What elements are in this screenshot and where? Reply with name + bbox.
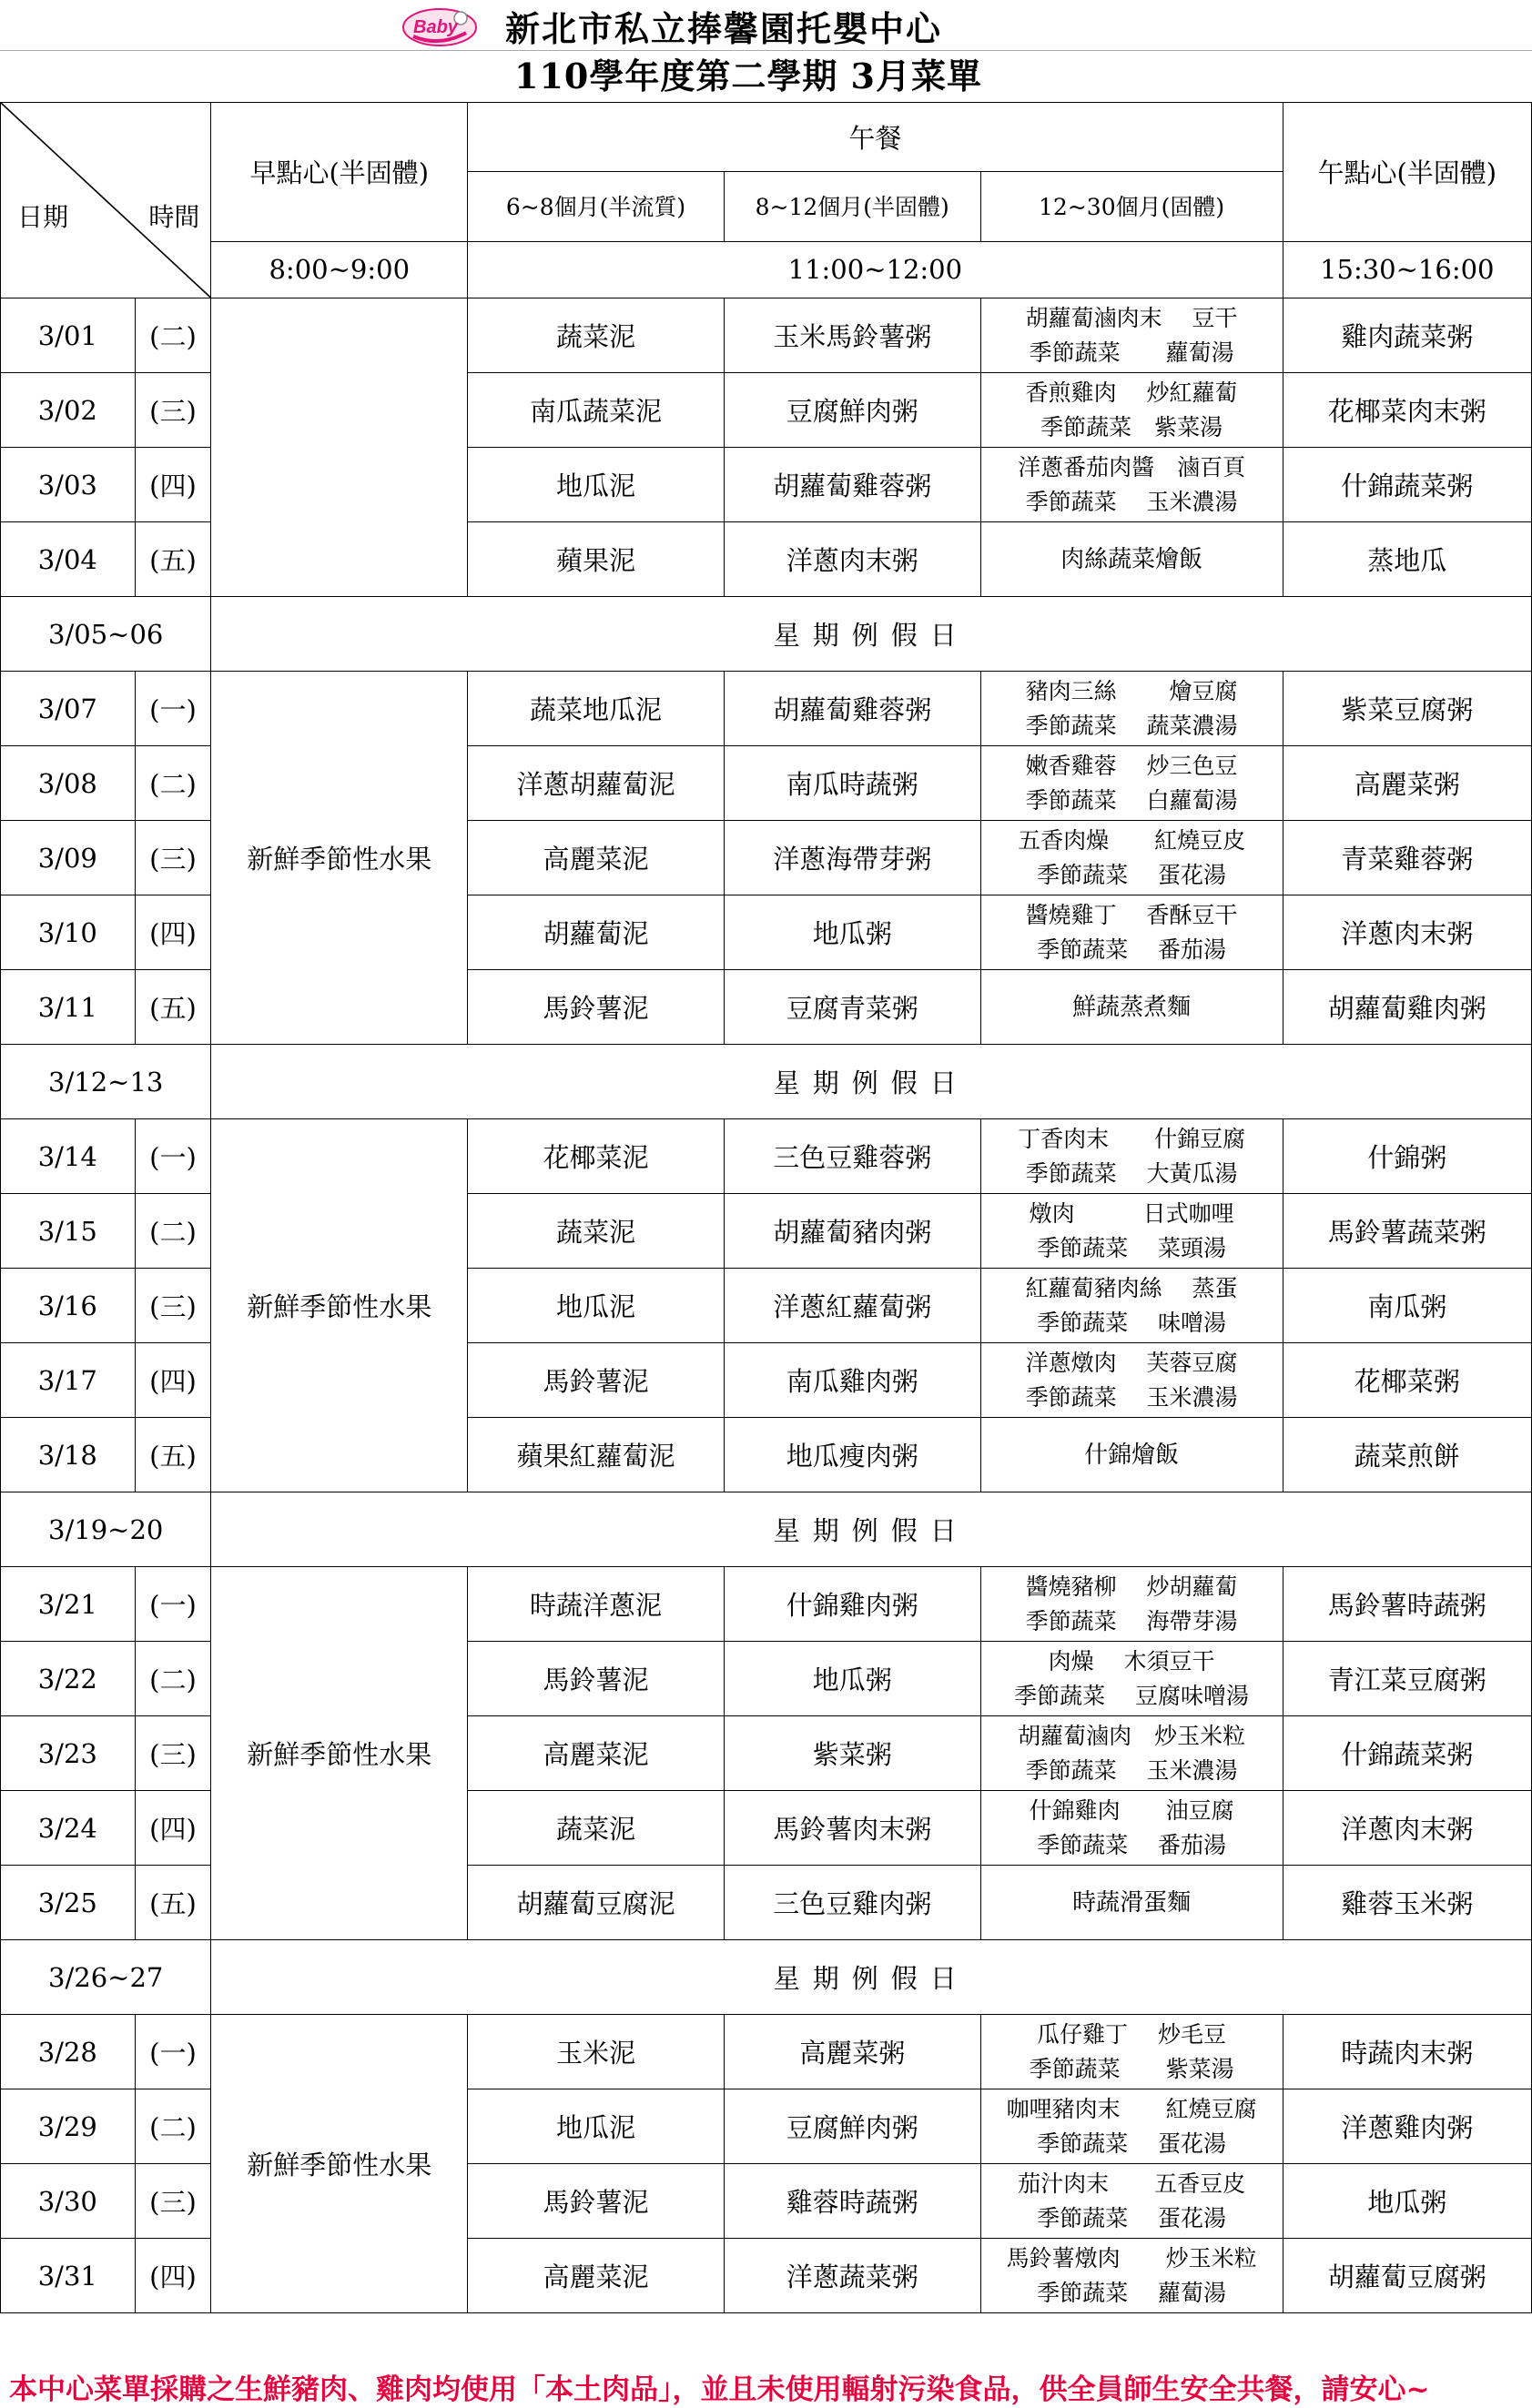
- lunch-6-8-cell: 馬鈴薯泥: [468, 970, 725, 1045]
- lunch-12-30-side: 季節蔬菜 蔬菜濃湯: [1025, 712, 1238, 739]
- date-cell: 3/25: [1, 1866, 136, 1940]
- breakfast-cell: 新鮮季節性水果: [211, 2015, 468, 2313]
- date-cell: 3/18: [1, 1418, 136, 1492]
- page-header: [0, 0, 1532, 100]
- holiday-label: 星期例假日: [211, 597, 1532, 672]
- lunch-12-30-main: 胡蘿蔔滷肉 炒玉米粒: [1018, 1722, 1246, 1749]
- date-cell: 3/01: [1, 298, 136, 373]
- lunch-8-12-cell: 洋蔥海帶芽粥: [724, 821, 980, 895]
- weekday-cell: (三): [135, 821, 211, 895]
- date-cell: 3/17: [1, 1343, 136, 1418]
- lunch-12-30-cell: [980, 970, 1283, 1045]
- lunch-6-8-cell: 地瓜泥: [468, 2089, 725, 2164]
- lunch-8-12-cell: 雞蓉時蔬粥: [724, 2164, 980, 2239]
- holiday-date: 3/12~13: [1, 1045, 211, 1119]
- weekday-cell: (一): [135, 1567, 211, 1642]
- lunch-12-30-side: 季節蔬菜 白蘿蔔湯: [1025, 786, 1238, 814]
- snack-cell: 什錦粥: [1283, 1119, 1531, 1194]
- breakfast-header: 早點心(半固體): [211, 103, 468, 242]
- lunch-12-30-side: 季節蔬菜 豆腐味噌湯: [1014, 1682, 1250, 1709]
- date-cell: 3/30: [1, 2164, 136, 2239]
- snack-cell: 青江菜豆腐粥: [1283, 1642, 1531, 1716]
- weekday-cell: (三): [135, 373, 211, 448]
- lunch-6-8-cell: 高麗菜泥: [468, 2239, 725, 2313]
- date-cell: 3/10: [1, 895, 136, 970]
- lunch-12-30-main: 胡蘿蔔滷肉末 豆干: [1025, 304, 1238, 331]
- weekday-cell: (四): [135, 2239, 211, 2313]
- lunch-8-12-cell: 胡蘿蔔豬肉粥: [724, 1194, 980, 1269]
- snack-cell: 高麗菜粥: [1283, 746, 1531, 821]
- breakfast-cell: 新鮮季節性水果: [211, 672, 468, 1045]
- table-row: [1, 2015, 1532, 2089]
- date-cell: 3/08: [1, 746, 136, 821]
- lunch-8-12-cell: 豆腐青菜粥: [724, 970, 980, 1045]
- lunch-12-30-main: 豬肉三絲 燴豆腐: [1025, 677, 1238, 704]
- svg-text:Baby: Baby: [413, 17, 458, 37]
- lunch-6-8-cell: 地瓜泥: [468, 1269, 725, 1343]
- snack-cell: 地瓜粥: [1283, 2164, 1531, 2239]
- snack-cell: 馬鈴薯時蔬粥: [1283, 1567, 1531, 1642]
- lunch-12-30-main: 醬燒豬柳 炒胡蘿蔔: [1025, 1573, 1238, 1600]
- lunch-12-30-side: 季節蔬菜 蘿蔔湯: [1037, 2279, 1227, 2306]
- snack-cell: 馬鈴薯蔬菜粥: [1283, 1194, 1531, 1269]
- lunch-12-30-side: 季節蔬菜 紫菜湯: [1040, 413, 1223, 440]
- lunch-12-30-main: 瓜仔雞丁 炒毛豆: [1037, 2020, 1227, 2048]
- lunch-6-8-cell: 花椰菜泥: [468, 1119, 725, 1194]
- weekday-cell: (五): [135, 970, 211, 1045]
- lunch-8-12-cell: 豆腐鮮肉粥: [724, 2089, 980, 2164]
- lunch-6-8-cell: 蔬菜泥: [468, 1194, 725, 1269]
- lunch-12-30-side: 季節蔬菜 蛋花湯: [1037, 2130, 1227, 2157]
- weekday-cell: (四): [135, 1343, 211, 1418]
- snack-cell: 青菜雞蓉粥: [1283, 821, 1531, 895]
- lunch-12-30-main: 嫩香雞蓉 炒三色豆: [1025, 752, 1238, 779]
- lunch-8-12-cell: 南瓜雞肉粥: [724, 1343, 980, 1418]
- footnote: 本中心菜單採購之生鮮豬肉、雞肉均使用「本土肉品」，並且未使用輻射污染食品，供全員師生安全共餐，請安心~: [9, 2373, 1430, 2406]
- lunch-12-30-cell: [980, 1642, 1283, 1716]
- lunch-12-30-main: 肉絲蔬菜燴飯: [1060, 545, 1203, 573]
- lunch-12-30-cell: [980, 1269, 1283, 1343]
- lunch-12-30-main: 時蔬滑蛋麵: [1072, 1888, 1192, 1917]
- snack-cell: 什錦蔬菜粥: [1283, 1716, 1531, 1791]
- lunch-6-8-cell: 南瓜蔬菜泥: [468, 373, 725, 448]
- page-title: 新北市私立捧馨園托嬰中心: [505, 8, 943, 49]
- lunch-6-8-cell: 玉米泥: [468, 2015, 725, 2089]
- lunch-8-12-header: 8~12個月(半固體): [724, 172, 980, 241]
- snack-cell: 南瓜粥: [1283, 1269, 1531, 1343]
- date-cell: 3/14: [1, 1119, 136, 1194]
- date-time-header: [1, 103, 211, 298]
- holiday-label: 星期例假日: [211, 1045, 1532, 1119]
- lunch-8-12-cell: 地瓜瘦肉粥: [724, 1418, 980, 1492]
- weekday-cell: (四): [135, 895, 211, 970]
- lunch-12-30-cell: [980, 2164, 1283, 2239]
- lunch-6-8-cell: 蘋果紅蘿蔔泥: [468, 1418, 725, 1492]
- snack-cell: 洋蔥肉末粥: [1283, 1791, 1531, 1866]
- lunch-8-12-cell: 胡蘿蔔雞蓉粥: [724, 672, 980, 746]
- lunch-8-12-cell: 什錦雞肉粥: [724, 1567, 980, 1642]
- lunch-6-8-cell: 蔬菜泥: [468, 1791, 725, 1866]
- weekday-cell: (四): [135, 1791, 211, 1866]
- lunch-8-12-cell: 胡蘿蔔雞蓉粥: [724, 448, 980, 522]
- lunch-6-8-cell: 洋蔥胡蘿蔔泥: [468, 746, 725, 821]
- lunch-12-30-side: 季節蔬菜 玉米濃湯: [1025, 488, 1238, 515]
- weekday-cell: (二): [135, 1194, 211, 1269]
- page-subtitle: 110學年度第二學期 3月菜單: [514, 56, 982, 96]
- date-header-label: 日期: [17, 202, 69, 232]
- lunch-8-12-cell: 洋蔥肉末粥: [724, 522, 980, 597]
- snack-time: 15:30~16:00: [1283, 241, 1531, 298]
- lunch-12-30-cell: [980, 2015, 1283, 2089]
- lunch-8-12-cell: 玉米馬鈴薯粥: [724, 298, 980, 373]
- snack-cell: 紫菜豆腐粥: [1283, 672, 1531, 746]
- holiday-date: 3/19~20: [1, 1492, 211, 1567]
- lunch-12-30-cell: [980, 1567, 1283, 1642]
- lunch-12-30-cell: [980, 373, 1283, 448]
- lunch-6-8-cell: 高麗菜泥: [468, 821, 725, 895]
- lunch-6-8-cell: 蔬菜泥: [468, 298, 725, 373]
- breakfast-cell: 新鮮季節性水果: [211, 1567, 468, 1940]
- time-header-label: 時間: [148, 202, 200, 232]
- snack-cell: 花椰菜粥: [1283, 1343, 1531, 1418]
- lunch-12-30-cell: [980, 448, 1283, 522]
- lunch-12-30-main: 燉肉 日式咖哩: [1029, 1199, 1234, 1227]
- date-cell: 3/16: [1, 1269, 136, 1343]
- lunch-6-8-cell: 馬鈴薯泥: [468, 1642, 725, 1716]
- lunch-12-30-cell: [980, 1791, 1283, 1866]
- lunch-12-30-main: 咖哩豬肉末 紅燒豆腐: [1006, 2095, 1257, 2122]
- lunch-12-30-cell: [980, 672, 1283, 746]
- lunch-12-30-main: 五香肉燥 紅燒豆皮: [1018, 826, 1246, 854]
- lunch-12-30-cell: [980, 2089, 1283, 2164]
- snack-cell: 蔬菜煎餅: [1283, 1418, 1531, 1492]
- date-cell: 3/04: [1, 522, 136, 597]
- lunch-12-30-side: 季節蔬菜 蘿蔔湯: [1029, 339, 1234, 366]
- table-row: [1, 672, 1532, 746]
- holiday-row: [1, 1045, 1532, 1119]
- weekday-cell: (五): [135, 1866, 211, 1940]
- lunch-12-30-main: 洋蔥番茄肉醬 滷百頁: [1018, 453, 1246, 481]
- lunch-12-30-cell: [980, 821, 1283, 895]
- snack-cell: 什錦蔬菜粥: [1283, 448, 1531, 522]
- baby-logo: [401, 5, 479, 49]
- lunch-12-30-cell: [980, 1119, 1283, 1194]
- lunch-6-8-cell: 蘋果泥: [468, 522, 725, 597]
- lunch-12-30-side: 季節蔬菜 番茄湯: [1037, 936, 1227, 963]
- weekday-cell: (二): [135, 1642, 211, 1716]
- menu-table: [0, 102, 1532, 2313]
- date-cell: 3/29: [1, 2089, 136, 2164]
- lunch-12-30-main: 醬燒雞丁 香酥豆干: [1025, 901, 1238, 928]
- table-row: [1, 1567, 1532, 1642]
- holiday-label: 星期例假日: [211, 1940, 1532, 2015]
- snack-cell: 洋蔥肉末粥: [1283, 895, 1531, 970]
- date-cell: 3/28: [1, 2015, 136, 2089]
- snack-cell: 時蔬肉末粥: [1283, 2015, 1531, 2089]
- lunch-12-30-main: 洋蔥燉肉 芙蓉豆腐: [1025, 1349, 1238, 1376]
- lunch-6-8-cell: 胡蘿蔔泥: [468, 895, 725, 970]
- lunch-6-8-cell: 高麗菜泥: [468, 1716, 725, 1791]
- holiday-row: [1, 597, 1532, 672]
- lunch-12-30-cell: [980, 522, 1283, 597]
- lunch-12-30-cell: [980, 1343, 1283, 1418]
- holiday-row: [1, 1940, 1532, 2015]
- date-cell: 3/03: [1, 448, 136, 522]
- lunch-12-30-main: 丁香肉末 什錦豆腐: [1018, 1125, 1246, 1152]
- lunch-header: 午餐: [468, 103, 1283, 172]
- lunch-8-12-cell: 洋蔥紅蘿蔔粥: [724, 1269, 980, 1343]
- date-cell: 3/11: [1, 970, 136, 1045]
- lunch-12-30-header: 12~30個月(固體): [980, 172, 1283, 241]
- lunch-6-8-cell: 地瓜泥: [468, 448, 725, 522]
- weekday-cell: (三): [135, 2164, 211, 2239]
- lunch-8-12-cell: 地瓜粥: [724, 1642, 980, 1716]
- lunch-12-30-main: 馬鈴薯燉肉 炒玉米粒: [1006, 2244, 1257, 2271]
- weekday-cell: (五): [135, 1418, 211, 1492]
- lunch-8-12-cell: 紫菜粥: [724, 1716, 980, 1791]
- snack-cell: 雞肉蔬菜粥: [1283, 298, 1531, 373]
- lunch-8-12-cell: 南瓜時蔬粥: [724, 746, 980, 821]
- date-cell: 3/23: [1, 1716, 136, 1791]
- lunch-12-30-side: 季節蔬菜 菜頭湯: [1037, 1234, 1227, 1261]
- lunch-6-8-cell: 馬鈴薯泥: [468, 1343, 725, 1418]
- date-cell: 3/31: [1, 2239, 136, 2313]
- table-row: [1, 298, 1532, 373]
- lunch-12-30-main: 什錦燴飯: [1084, 1441, 1180, 1469]
- header-divider: [0, 50, 1532, 51]
- lunch-8-12-cell: 洋蔥蔬菜粥: [724, 2239, 980, 2313]
- lunch-12-30-cell: [980, 298, 1283, 373]
- lunch-12-30-side: 季節蔬菜 玉米濃湯: [1025, 1756, 1238, 1784]
- lunch-12-30-cell: [980, 746, 1283, 821]
- breakfast-cell: 新鮮季節性水果: [211, 1119, 468, 1492]
- weekday-cell: (一): [135, 2015, 211, 2089]
- date-cell: 3/09: [1, 821, 136, 895]
- snack-cell: 胡蘿蔔豆腐粥: [1283, 2239, 1531, 2313]
- lunch-time: 11:00~12:00: [468, 241, 1283, 298]
- lunch-12-30-cell: [980, 1716, 1283, 1791]
- snack-cell: 胡蘿蔔雞肉粥: [1283, 970, 1531, 1045]
- snack-cell: 雞蓉玉米粥: [1283, 1866, 1531, 1940]
- lunch-12-30-cell: [980, 1866, 1283, 1940]
- snack-cell: 洋蔥雞肉粥: [1283, 2089, 1531, 2164]
- weekday-cell: (三): [135, 1716, 211, 1791]
- holiday-label: 星期例假日: [211, 1492, 1532, 1567]
- lunch-12-30-main: 鮮蔬蒸煮麵: [1072, 993, 1192, 1021]
- weekday-cell: (二): [135, 2089, 211, 2164]
- weekday-cell: (一): [135, 672, 211, 746]
- holiday-date: 3/05~06: [1, 597, 211, 672]
- snack-header: 午點心(半固體): [1283, 103, 1531, 242]
- snack-cell: 花椰菜肉末粥: [1283, 373, 1531, 448]
- date-cell: 3/22: [1, 1642, 136, 1716]
- lunch-6-8-cell: 時蔬洋蔥泥: [468, 1567, 725, 1642]
- breakfast-time: 8:00~9:00: [211, 241, 468, 298]
- date-cell: 3/02: [1, 373, 136, 448]
- lunch-12-30-side: 季節蔬菜 紫菜湯: [1029, 2055, 1234, 2082]
- lunch-12-30-main: 紅蘿蔔豬肉絲 蒸蛋: [1025, 1274, 1238, 1301]
- weekday-cell: (二): [135, 746, 211, 821]
- date-cell: 3/15: [1, 1194, 136, 1269]
- date-cell: 3/24: [1, 1791, 136, 1866]
- lunch-12-30-side: 季節蔬菜 海帶芽湯: [1025, 1607, 1238, 1634]
- lunch-12-30-main: 香煎雞肉 炒紅蘿蔔: [1025, 379, 1238, 406]
- lunch-8-12-cell: 三色豆雞肉粥: [724, 1866, 980, 1940]
- holiday-date: 3/26~27: [1, 1940, 211, 2015]
- lunch-6-8-cell: 蔬菜地瓜泥: [468, 672, 725, 746]
- date-cell: 3/21: [1, 1567, 136, 1642]
- lunch-8-12-cell: 地瓜粥: [724, 895, 980, 970]
- lunch-12-30-side: 季節蔬菜 味噌湯: [1037, 1309, 1227, 1336]
- lunch-12-30-side: 季節蔬菜 大黃瓜湯: [1025, 1159, 1238, 1187]
- weekday-cell: (四): [135, 448, 211, 522]
- lunch-12-30-side: 季節蔬菜 蛋花湯: [1037, 861, 1227, 888]
- weekday-cell: (五): [135, 522, 211, 597]
- lunch-6-8-cell: 胡蘿蔔豆腐泥: [468, 1866, 725, 1940]
- lunch-8-12-cell: 高麗菜粥: [724, 2015, 980, 2089]
- lunch-12-30-main: 肉燥 木須豆干: [1048, 1647, 1215, 1674]
- lunch-8-12-cell: 豆腐鮮肉粥: [724, 373, 980, 448]
- lunch-12-30-side: 季節蔬菜 番茄湯: [1037, 1831, 1227, 1858]
- lunch-12-30-cell: [980, 1194, 1283, 1269]
- breakfast-cell: [211, 298, 468, 597]
- weekday-cell: (一): [135, 1119, 211, 1194]
- lunch-6-8-cell: 馬鈴薯泥: [468, 2164, 725, 2239]
- lunch-6-8-header: 6~8個月(半流質): [468, 172, 725, 241]
- lunch-8-12-cell: 三色豆雞蓉粥: [724, 1119, 980, 1194]
- weekday-cell: (三): [135, 1269, 211, 1343]
- weekday-cell: (二): [135, 298, 211, 373]
- snack-cell: 蒸地瓜: [1283, 522, 1531, 597]
- lunch-12-30-side: 季節蔬菜 玉米濃湯: [1025, 1383, 1238, 1411]
- lunch-12-30-cell: [980, 2239, 1283, 2313]
- lunch-12-30-main: 什錦雞肉 油豆腐: [1029, 1796, 1234, 1824]
- lunch-12-30-main: 茄汁肉末 五香豆皮: [1018, 2170, 1246, 2197]
- lunch-12-30-cell: [980, 895, 1283, 970]
- lunch-12-30-cell: [980, 1418, 1283, 1492]
- table-row: [1, 1119, 1532, 1194]
- holiday-row: [1, 1492, 1532, 1567]
- date-cell: 3/07: [1, 672, 136, 746]
- lunch-8-12-cell: 馬鈴薯肉末粥: [724, 1791, 980, 1866]
- lunch-12-30-side: 季節蔬菜 蛋花湯: [1037, 2204, 1227, 2231]
